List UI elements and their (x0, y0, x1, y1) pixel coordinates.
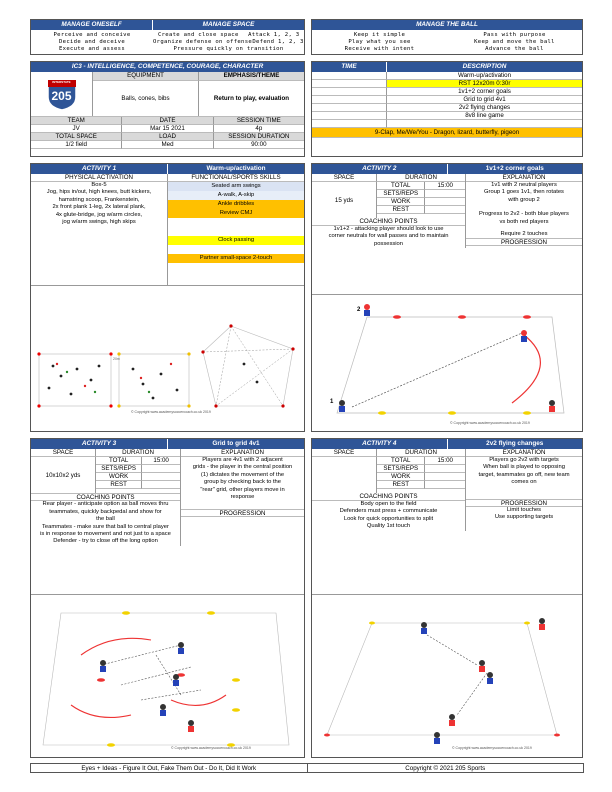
schedule-item: 2v2 flying changes (387, 104, 582, 112)
progression-label: PROGRESSION (466, 499, 582, 507)
schedule-table (311, 61, 583, 157)
coaching-points-label: COACHING POINTS (31, 493, 180, 501)
explanation-line: "rear" grid, other players move in (200, 486, 285, 493)
activity-4-header: ACTIVITY 4 (312, 439, 448, 449)
emphasis-value: Return to play, evaluation (213, 95, 290, 102)
sets-label: SETS/REPS (377, 190, 425, 198)
coaching-points-label: COACHING POINTS (312, 218, 465, 226)
oneself-line: Decide and deceive (58, 39, 126, 45)
equipment-label: EQUIPMENT (93, 72, 199, 81)
copyright-note: © Copyright www.academysoccercoach.co.uk 2019 (171, 746, 251, 750)
progression-label: PROGRESSION (181, 509, 304, 517)
manage-panel (30, 19, 305, 55)
work-label: WORK (377, 473, 425, 481)
warmup-line: Jog, hips in/out, high knees, butt kickers, (46, 189, 152, 196)
explanation-line: Require 2 touches (500, 231, 548, 238)
grid-to-grid-diagram (31, 595, 304, 758)
warmup-line: Box-5 (91, 182, 107, 188)
explanation-line: comes on (511, 479, 537, 486)
duration-label: DURATION (96, 449, 180, 457)
space-line: Organize defense on offense (153, 39, 253, 45)
explanation-line: Progress to 2v2 - both blue players (479, 211, 569, 218)
session-duration-value: 90:00 (214, 141, 304, 149)
oneself-line: Execute and assess (58, 46, 126, 52)
schedule-item (387, 120, 582, 128)
copyright-note: © Copyright www.academysoccercoach.co.uk 2019 (452, 746, 532, 750)
load-value: Med (122, 141, 213, 149)
total-value: 15:00 (425, 182, 465, 190)
total-label: TOTAL (377, 457, 425, 465)
duration-label: DURATION (377, 449, 465, 457)
session-duration-label: SESSION DURATION (214, 133, 304, 141)
schedule-item: Warm-up/activation (387, 72, 582, 80)
activity-2-title: 1v1+2 corner goals (448, 164, 583, 174)
total-space-value: 1/2 field (31, 141, 122, 149)
oneself-line: Perceive and conceive (53, 32, 131, 38)
interstate-logo (31, 72, 93, 116)
explanation-line: group by checking back to the (203, 479, 282, 486)
explanation-line: grids - the player in the central position (192, 464, 293, 471)
manage-space-header: MANAGE SPACE (153, 20, 304, 30)
space-label: SPACE (312, 174, 377, 182)
activity-2-header: ACTIVITY 2 (312, 164, 448, 174)
coaching-line: Body open to the field (360, 501, 417, 507)
total-label: TOTAL (377, 182, 425, 190)
oneself-lines (31, 32, 153, 53)
explanation-label: EXPLANATION (466, 174, 582, 182)
corner-goals-diagram (312, 295, 582, 432)
explanation-line: target, teammates go off, new team (478, 471, 570, 478)
space-label: SPACE (31, 449, 96, 457)
coaching-line: corner neutrals for wall passes and to maintain (328, 233, 449, 240)
coaching-line: Defenders must press + communicate (339, 508, 438, 515)
copyright-note: © Copyright www.academysoccercoach.co.uk 2019 (131, 410, 211, 414)
activity-4-diagram (312, 594, 582, 757)
player-number: 1 (330, 399, 334, 405)
coaching-line: Quality 1st touch (366, 523, 411, 530)
rest-label: REST (377, 481, 425, 489)
coaching-line: Look for quick opportunities to split (343, 515, 434, 522)
activity-1 (30, 163, 305, 432)
activity-4 (311, 438, 583, 758)
distance-label: 20m (113, 357, 120, 361)
team-value: JV (31, 125, 122, 133)
ball-line: Receive with intent (344, 46, 415, 52)
activity-1-header: ACTIVITY 1 (31, 164, 168, 174)
date-label: DATE (122, 117, 213, 125)
session-info (30, 61, 305, 157)
logo-band: INTERSTATE (52, 80, 71, 84)
duration-label: DURATION (377, 174, 465, 182)
ball-line: Play what you see (348, 39, 411, 45)
manage-ball-panel (311, 19, 583, 55)
sets-label: SETS/REPS (377, 465, 425, 473)
work-label: WORK (96, 473, 142, 481)
time-header: TIME (312, 62, 387, 72)
activity-2 (311, 163, 583, 432)
explanation-line: Players are 4v1 with 2 adjacent (202, 457, 283, 463)
session-time-value: 4p (214, 125, 304, 133)
schedule-item: 8v8 line game (387, 112, 582, 120)
space-line: Attack 1, 2, 3 (248, 32, 300, 38)
physical-activation-label: PHYSICAL ACTIVATION (31, 174, 168, 182)
functional-skills-list (168, 182, 304, 285)
physical-activation-list (31, 182, 168, 285)
schedule-cooldown: 9-Clap, Me/We/You - Dragon, lizard, butterfly, pigeon (312, 128, 582, 138)
activity-1-diagram (31, 294, 304, 431)
activity-4-title: 2v2 flying changes (448, 439, 583, 449)
warmup-line: hamstring scoop, Frankenstein, (58, 196, 140, 203)
ball-line: Keep and move the ball (474, 39, 555, 45)
ic3-header: IC3 - INTELLIGENCE, COMPETENCE, COURAGE, CHARACTER (31, 62, 304, 72)
explanation-line: (1) dictates the movement of the (200, 471, 285, 478)
coaching-line: Teammates - make sure that ball to central player (42, 523, 169, 530)
explanation-label: EXPLANATION (181, 449, 304, 457)
footer (30, 763, 584, 773)
progression-label: PROGRESSION (466, 238, 582, 246)
manage-oneself-header: MANAGE ONESELF (31, 20, 153, 30)
session-time-label: SESSION TIME (214, 117, 304, 125)
coaching-line: 1v1+2 - attacking player should look to use (333, 226, 444, 232)
emphasis-label: EMPHASIS/THEME (199, 72, 304, 81)
skill-item: A-walk, A-skip (168, 191, 304, 200)
equipment-value: Balls, cones, bibs (93, 81, 199, 116)
warmup-line: 2x front plank 1-leg, 2x lateral plank, (52, 204, 146, 211)
explanation-line: response (230, 494, 255, 501)
date-value: Mar 15 2021 (122, 125, 213, 133)
skill-item: Ankle dribbles (168, 200, 304, 209)
team-label: TEAM (31, 117, 122, 125)
activity-1-title: Warm-up/activation (168, 164, 304, 174)
flying-changes-diagram (312, 595, 582, 758)
load-label: LOAD (122, 133, 213, 141)
activity-2-diagram (312, 294, 582, 431)
explanation-line: 1v1 with 2 neutral players (491, 182, 557, 188)
total-value: 15:00 (142, 457, 180, 465)
space-center-line: Pressure quickly on transition (173, 46, 284, 52)
coaching-line: the ball (96, 516, 115, 523)
total-space-label: TOTAL SPACE (31, 133, 122, 141)
rest-label: REST (96, 481, 142, 489)
space-label: SPACE (312, 449, 377, 457)
coaching-line: possession (373, 240, 403, 247)
total-label: TOTAL (96, 457, 142, 465)
schedule-item: RST 12x20m 0:30r (387, 80, 582, 88)
description-header: DESCRIPTION (387, 62, 582, 72)
footer-copyright: Copyright © 2021 205 Sports (405, 765, 486, 772)
total-value: 15:00 (425, 457, 465, 465)
warmup-line: 4x glute-bridge, jog w/arm circles, (55, 211, 143, 218)
explanation-label: EXPLANATION (466, 449, 582, 457)
space-line: Defend 1, 2, 3 (252, 39, 304, 45)
player-number: 2 (357, 307, 361, 313)
skill-item: Review CMJ (168, 209, 304, 218)
warmup-line: jog w/arm swings, high skips (62, 219, 136, 226)
sets-label: SETS/REPS (96, 465, 142, 473)
space-value: 15 yds (312, 182, 377, 218)
footer-motto: Eyes + Ideas - Figure It Out, Fake Them Out - Do It, Did It Work (31, 764, 308, 772)
space-value (312, 457, 377, 493)
manage-ball-header: MANAGE THE BALL (312, 20, 582, 30)
coaching-points-label: COACHING POINTS (312, 493, 465, 501)
skill-item: Clock passing (168, 236, 304, 245)
functional-skills-label: FUNCTIONAL/SPORTS SKILLS (168, 174, 304, 182)
progression-line: Limit touches (506, 506, 542, 513)
space-line: Create and close space (157, 32, 239, 38)
explanation-line: Group 1 goes 1v1, then rotates (484, 189, 564, 196)
activity-3 (30, 438, 305, 758)
ball-line: Advance the ball (485, 46, 544, 52)
skill-item: Partner small-space 2-touch (168, 254, 304, 263)
activity-3-title: Grid to grid 4v1 (168, 439, 304, 449)
skill-item: Seated arm swings (168, 182, 304, 191)
activity-3-diagram (31, 594, 304, 757)
explanation-line: with group 2 (508, 196, 540, 203)
activity-3-header: ACTIVITY 3 (31, 439, 168, 449)
work-label: WORK (377, 198, 425, 206)
explanation-line: Players go 2v2 with targets (489, 457, 559, 463)
coaching-line: Rear player - anticipate option as ball moves thru (42, 501, 169, 508)
copyright-note: © Copyright www.academysoccercoach.co.uk 2019 (450, 421, 530, 425)
explanation-line: When ball is played to opposing (483, 464, 565, 471)
schedule-item: 1v1+2 corner goals (387, 88, 582, 96)
ball-line: Pass with purpose (483, 32, 546, 38)
space-value: 10x10x2 yds (31, 457, 96, 493)
logo-number: 205 (51, 89, 72, 103)
coaching-line: is in response to movement and not just to a space (40, 531, 171, 538)
schedule-item: Grid to grid 4v1 (387, 96, 582, 104)
progression-line: Use supporting targets (494, 514, 554, 521)
explanation-line: vs both red players (499, 218, 549, 225)
coaching-line: teammates, quickly backpedal and show for (49, 508, 162, 515)
ball-line: Keep it simple (353, 32, 406, 38)
coaching-line: Defender - try to close off the long option (53, 538, 158, 545)
rest-label: REST (377, 206, 425, 214)
